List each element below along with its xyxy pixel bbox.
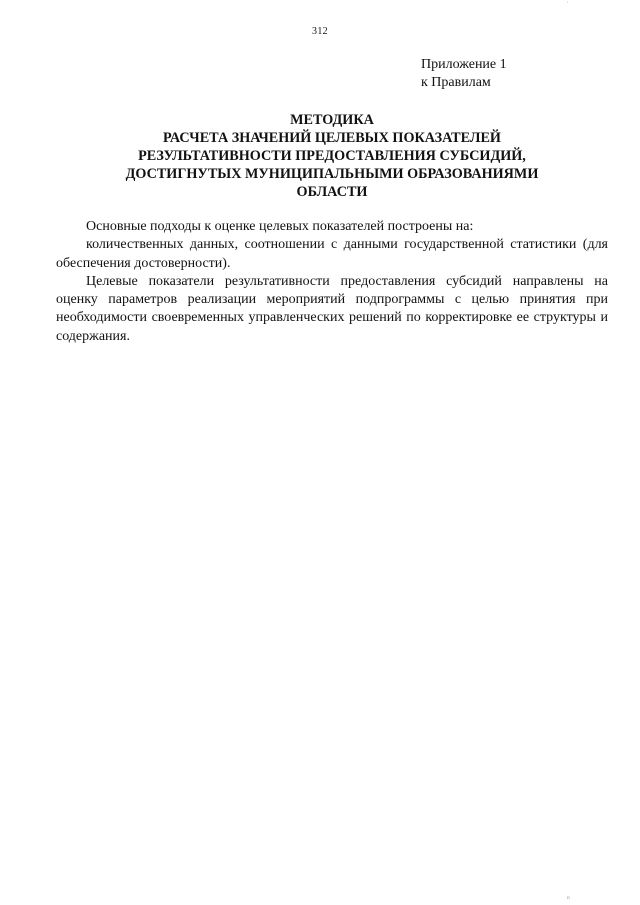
scan-mark-bottom: п	[567, 896, 570, 901]
paragraph-3: Целевые показатели результативности предоставления субсидий направлены на оценку параметров реализации мероприятий подпрограммы с целью принятия при необходимости своевременных управленческих решений по корректировке ее структуры и содержания.	[56, 273, 608, 344]
title-line-5: ОБЛАСТИ	[296, 184, 368, 200]
title-line-2: РАСЧЕТА ЗНАЧЕНИЙ ЦЕЛЕВЫХ ПОКАЗАТЕЛЕЙ	[163, 130, 501, 146]
paragraph-2: количественных данных, соотношении с данными государственной статистики (для обеспечения достоверности).	[56, 237, 608, 271]
page-number: 312	[312, 26, 328, 37]
title-line-1: МЕТОДИКА	[290, 112, 374, 128]
appendix-line-1: Приложение 1	[421, 57, 507, 72]
scan-mark-top: '	[567, 2, 568, 7]
title-line-3: РЕЗУЛЬТАТИВНОСТИ ПРЕДОСТАВЛЕНИЯ СУБСИДИЙ,	[138, 148, 526, 164]
appendix-line-2: к Правилам	[421, 75, 491, 90]
document-title	[56, 111, 608, 201]
title-line-4: ДОСТИГНУТЫХ МУНИЦИПАЛЬНЫМИ ОБРАЗОВАНИЯМИ	[125, 166, 539, 182]
body-text	[56, 218, 608, 346]
appendix-reference	[421, 56, 507, 92]
paragraph-1: Основные подходы к оценке целевых показателей построены на:	[86, 219, 474, 234]
